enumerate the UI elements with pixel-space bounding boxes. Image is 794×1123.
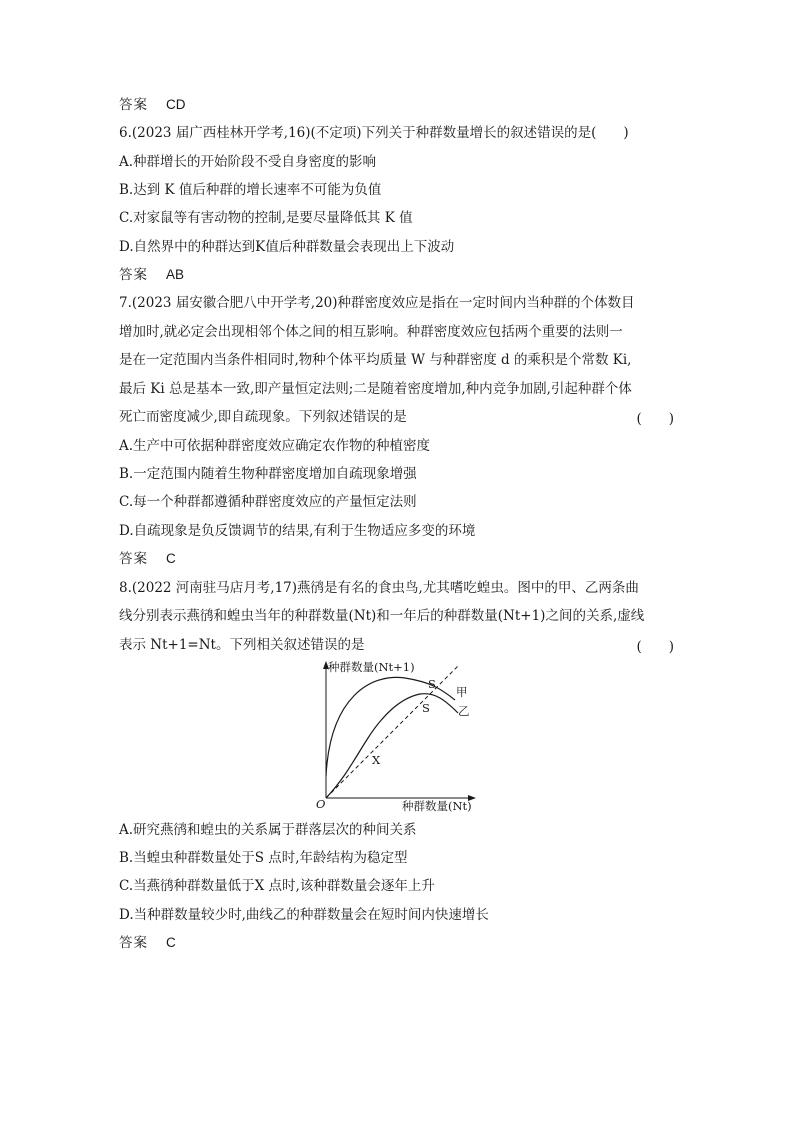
q8-answer-blank: ( ) bbox=[636, 639, 674, 655]
q7-option-a: A.生产中可依据种群密度效应确定农作物的种植密度 bbox=[119, 438, 431, 454]
q8-stem-line-3: 表示 Nt+1=Nt。下列相关叙述错误的是 bbox=[119, 637, 365, 653]
q8-option-a: A.研究燕鸻和蝗虫的关系属于群落层次的种间关系 bbox=[119, 822, 417, 838]
point-s-lower-label: S bbox=[422, 701, 430, 715]
point-s-upper-label: S bbox=[428, 677, 436, 691]
x-axis-label: 种群数量(Nt) bbox=[402, 799, 472, 813]
q7-option-b: B.一定范围内随着生物种群密度增加自疏现象增强 bbox=[119, 466, 417, 482]
q6-stem: 6.(2023 届广西桂林开学考,16)(不定项)下列关于种群数量增长的叙述错误的是( ) bbox=[119, 125, 629, 141]
y-axis-label: 种群数量(Nt+1) bbox=[328, 660, 415, 674]
answer-label: 答案 bbox=[119, 267, 148, 283]
q6-answer bbox=[119, 265, 184, 285]
q8-option-d: D.当种群数量较少时,曲线乙的种群数量会在短时间内快速增长 bbox=[119, 907, 489, 923]
q5-answer bbox=[119, 95, 186, 115]
point-x-label: X bbox=[372, 753, 381, 767]
q8-stem-line-2: 线分别表示燕鸻和蝗虫当年的种群数量(Nt)和一年后的种群数量(Nt+1)之间的关系,虚线 bbox=[119, 608, 645, 624]
q7-answer bbox=[119, 549, 176, 569]
answer-value: C bbox=[166, 935, 176, 950]
q7-option-c: C.每一个种群都遵循种群密度效应的产量恒定法则 bbox=[119, 494, 417, 510]
curve-yi-label: 乙 bbox=[458, 704, 470, 718]
q8-answer bbox=[119, 933, 176, 953]
q6-option-c: C.对家鼠等有害动物的控制,是要尽量降低其 K 值 bbox=[119, 210, 413, 226]
q8-stem-line-1: 8.(2022 河南驻马店月考,17)燕鸻是有名的食虫鸟,尤其嗜吃蝗虫。图中的甲、乙两条曲 bbox=[119, 580, 639, 596]
population-curve-figure bbox=[310, 658, 490, 813]
population-curve-svg bbox=[310, 658, 490, 813]
q7-stem-line-4: 最后 Ki 总是基本一致,即产量恒定法则;二是随着密度增加,种内竞争加剧,引起种群个体 bbox=[119, 381, 632, 397]
answer-value: C bbox=[166, 551, 176, 566]
curve-yi bbox=[326, 694, 458, 798]
q8-option-b: B.当蝗虫种群数量处于S 点时,年龄结构为稳定型 bbox=[119, 850, 408, 866]
answer-label: 答案 bbox=[119, 551, 148, 567]
identity-dashed-line bbox=[326, 666, 458, 798]
answer-label: 答案 bbox=[119, 97, 148, 113]
q7-stem-line-2: 增加时,就必定会出现相邻个体之间的相互影响。种群密度效应包括两个重要的法则一 bbox=[119, 324, 623, 340]
q8-option-c: C.当燕鸻种群数量低于X 点时,该种群数量会逐年上升 bbox=[119, 878, 435, 894]
q7-stem-line-1: 7.(2023 届安徽合肥八中开学考,20)种群密度效应是指在一定时间内当种群的个体数目 bbox=[119, 295, 635, 311]
q7-answer-blank: ( ) bbox=[636, 411, 674, 427]
q6-option-b: B.达到 K 值后种群的增长速率不可能为负值 bbox=[119, 182, 382, 198]
curve-jia bbox=[326, 677, 455, 776]
q7-stem-line-5: 死亡而密度减少,即自疏现象。下列叙述错误的是 bbox=[119, 409, 407, 425]
q6-option-a: A.种群增长的开始阶段不受自身密度的影响 bbox=[119, 154, 377, 170]
origin-label: O bbox=[316, 797, 326, 811]
answer-label: 答案 bbox=[119, 935, 148, 951]
answer-value: CD bbox=[166, 97, 186, 112]
answer-value: AB bbox=[166, 267, 185, 282]
q6-option-d: D.自然界中的种群达到K值后种群数量会表现出上下波动 bbox=[119, 239, 455, 255]
q7-stem-line-3: 是在一定范围内当条件相同时,物种个体平均质量 W 与种群密度 d 的乘积是个常数 Ki, bbox=[119, 352, 632, 368]
curve-jia-label: 甲 bbox=[456, 685, 468, 699]
q7-option-d: D.自疏现象是负反馈调节的结果,有利于生物适应多变的环境 bbox=[119, 523, 476, 539]
